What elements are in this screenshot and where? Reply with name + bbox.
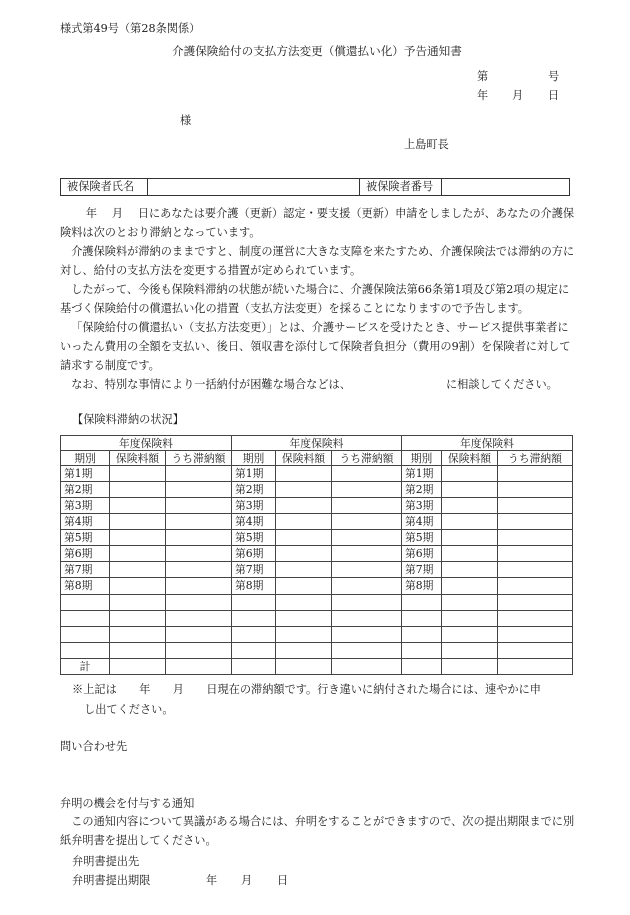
deadline-day: 日: [277, 874, 289, 887]
period-label: 第2期: [232, 482, 276, 498]
table-subheader-row: [61, 451, 573, 466]
fiscal-year-header: 年度保険料: [232, 436, 402, 451]
empty-cell: [276, 626, 332, 642]
period-label: 第5期: [61, 530, 110, 546]
period-label: 第4期: [232, 514, 276, 530]
explanation-heading: 弁明の機会を付与する通知: [60, 797, 195, 810]
submit-to-label: 弁明書提出先: [72, 855, 140, 868]
arrears-amount-cell: [166, 514, 232, 530]
fiscal-year-header: 年度保険料: [61, 436, 232, 451]
premium-amount-cell: [442, 498, 498, 514]
premium-col-header: 保険料額: [442, 451, 498, 466]
empty-cell: [498, 642, 573, 658]
premium-amount-cell: [276, 482, 332, 498]
empty-cell: [232, 626, 276, 642]
period-label: 第6期: [61, 546, 110, 562]
premium-amount-cell: [442, 578, 498, 594]
recipient-suffix: 様: [180, 114, 192, 127]
total-cell: [166, 658, 232, 674]
premium-amount-cell: [110, 514, 166, 530]
empty-cell: [276, 594, 332, 610]
table-row: [61, 482, 573, 498]
empty-cell: [232, 594, 276, 610]
form-number: 様式第49号（第28条関係）: [60, 22, 201, 35]
period-label: 第8期: [232, 578, 276, 594]
premium-col-header: 保険料額: [276, 451, 332, 466]
empty-cell: [166, 642, 232, 658]
date-day: 日: [548, 89, 560, 102]
table-row: [61, 642, 573, 658]
arrears-amount-cell: [498, 546, 573, 562]
deadline-month: 月: [241, 874, 253, 887]
premium-amount-cell: [110, 498, 166, 514]
insured-number-label: 被保険者番号: [360, 179, 442, 195]
table-row: [61, 562, 573, 578]
premium-amount-cell: [442, 562, 498, 578]
arrears-table: [60, 435, 573, 675]
table-row: [61, 626, 573, 642]
premium-amount-cell: [110, 546, 166, 562]
period-label: 第5期: [402, 530, 442, 546]
total-cell: [110, 658, 166, 674]
period-label: 第3期: [232, 498, 276, 514]
period-label: 第4期: [61, 514, 110, 530]
total-cell: [276, 658, 332, 674]
empty-cell: [276, 642, 332, 658]
period-label: 第6期: [402, 546, 442, 562]
total-cell: [498, 658, 573, 674]
empty-cell: [332, 626, 402, 642]
period-label: 第6期: [232, 546, 276, 562]
period-col-header: 期別: [61, 451, 110, 466]
empty-cell: [442, 610, 498, 626]
paragraph-effect: 介護保険料が滞納のままですと、制度の運営に大きな支障を来たすため、介護保険法では滞納の方に対し、給付の支払方法を変更する措置が定められています。: [60, 245, 575, 277]
period-label: 第2期: [61, 482, 110, 498]
period-label: 第7期: [61, 562, 110, 578]
explanation-text: この通知内容について異議がある場合には、弁明をすることができますので、次の提出期限までに別紙弁明書を提出してください。: [60, 815, 575, 847]
table-row: [61, 546, 573, 562]
empty-cell: [232, 610, 276, 626]
empty-cell: [498, 626, 573, 642]
premium-amount-cell: [276, 514, 332, 530]
premium-amount-cell: [442, 466, 498, 482]
date-month: 月: [512, 89, 524, 102]
premium-amount-cell: [110, 578, 166, 594]
empty-cell: [232, 642, 276, 658]
total-cell: [402, 658, 442, 674]
empty-cell: [110, 626, 166, 642]
period-label: 第1期: [61, 466, 110, 482]
premium-amount-cell: [442, 482, 498, 498]
empty-cell: [332, 610, 402, 626]
arrears-amount-cell: [166, 546, 232, 562]
arrears-amount-cell: [166, 530, 232, 546]
premium-amount-cell: [276, 530, 332, 546]
empty-cell: [498, 610, 573, 626]
arrears-col-header: うち滞納額: [166, 451, 232, 466]
insured-name-label: 被保険者氏名: [61, 179, 148, 195]
premium-amount-cell: [110, 562, 166, 578]
arrears-col-header: うち滞納額: [498, 451, 573, 466]
empty-cell: [166, 594, 232, 610]
paragraph-warning: したがって、今後も保険料滞納の状態が続いた場合に、介護保険法第66条第1項及び第2項の規定に基づく保険給付の償還払い化の措置（支払方法変更）を採ることになりますので予告します。: [60, 283, 570, 315]
paragraph-consult: なお、特別な事情により一括納付が困難な場合などは、 に相談してください。: [71, 378, 558, 391]
period-label: 第3期: [61, 498, 110, 514]
note-line-1: ※上記は 年 月 日現在の滞納額です。行き違いに納付された場合には、速やかに申: [72, 683, 541, 696]
paragraph-definition: 「保険給付の償還払い（支払方法変更）」とは、介護サービスを受けたとき、サービス提供事業者にいったん費用の全額を支払い、後日、領収書を添付して保険者負担分（費用の9割）を保険者に対して請求する制度です。: [60, 321, 571, 372]
arrears-amount-cell: [498, 466, 573, 482]
premium-amount-cell: [276, 546, 332, 562]
period-label: 第7期: [232, 562, 276, 578]
empty-cell: [498, 594, 573, 610]
premium-amount-cell: [276, 466, 332, 482]
notice-body: [60, 204, 575, 394]
arrears-amount-cell: [498, 482, 573, 498]
empty-cell: [442, 642, 498, 658]
total-cell: [232, 658, 276, 674]
doc-number-suffix: 号: [548, 70, 560, 83]
table-row: [61, 610, 573, 626]
arrears-col-header: うち滞納額: [332, 451, 402, 466]
empty-cell: [61, 594, 110, 610]
doc-number-prefix: 第: [477, 70, 489, 83]
insured-info-table: [60, 178, 570, 196]
table-header-row: [61, 436, 573, 451]
arrears-amount-cell: [332, 498, 402, 514]
table-row: [61, 594, 573, 610]
empty-cell: [276, 610, 332, 626]
empty-cell: [332, 594, 402, 610]
empty-cell: [61, 626, 110, 642]
issuer: 上島町長: [404, 138, 449, 151]
empty-cell: [442, 626, 498, 642]
period-label: 第8期: [61, 578, 110, 594]
empty-cell: [110, 642, 166, 658]
arrears-heading: 【保険料滞納の状況】: [72, 413, 184, 426]
period-col-header: 期別: [402, 451, 442, 466]
insured-name-field[interactable]: [148, 179, 360, 195]
premium-amount-cell: [276, 498, 332, 514]
period-label: 第4期: [402, 514, 442, 530]
premium-amount-cell: [442, 514, 498, 530]
arrears-amount-cell: [332, 562, 402, 578]
total-row: [61, 658, 573, 674]
arrears-amount-cell: [166, 466, 232, 482]
period-label: 第1期: [402, 466, 442, 482]
premium-amount-cell: [442, 546, 498, 562]
period-label: 第1期: [232, 466, 276, 482]
empty-cell: [402, 626, 442, 642]
empty-cell: [332, 642, 402, 658]
date-year: 年: [477, 89, 489, 102]
empty-cell: [110, 610, 166, 626]
arrears-amount-cell: [332, 578, 402, 594]
period-label: 第3期: [402, 498, 442, 514]
period-label: 第7期: [402, 562, 442, 578]
empty-cell: [402, 594, 442, 610]
premium-amount-cell: [110, 530, 166, 546]
deadline-label: 弁明書提出期限: [72, 874, 151, 887]
empty-cell: [110, 594, 166, 610]
premium-amount-cell: [110, 466, 166, 482]
arrears-amount-cell: [166, 562, 232, 578]
premium-amount-cell: [442, 530, 498, 546]
arrears-amount-cell: [166, 482, 232, 498]
deadline-year: 年: [206, 874, 218, 887]
empty-cell: [402, 642, 442, 658]
empty-cell: [61, 642, 110, 658]
premium-amount-cell: [110, 482, 166, 498]
arrears-amount-cell: [332, 466, 402, 482]
explanation-body: [60, 812, 575, 850]
table-row: [61, 578, 573, 594]
arrears-amount-cell: [332, 482, 402, 498]
empty-cell: [61, 610, 110, 626]
table-row: [61, 514, 573, 530]
arrears-amount-cell: [332, 514, 402, 530]
period-label: 第2期: [402, 482, 442, 498]
total-cell: [332, 658, 402, 674]
total-label: 計: [61, 658, 110, 674]
arrears-amount-cell: [166, 578, 232, 594]
fiscal-year-header: 年度保険料: [402, 436, 573, 451]
paragraph-arrears: 年 月 日にあなたは要介護（更新）認定・要支援（更新）申請をしましたが、あなたの介護保険料は次のとおり滞納となっています。: [60, 207, 575, 239]
arrears-amount-cell: [498, 514, 573, 530]
premium-amount-cell: [276, 562, 332, 578]
inquiry-label: 問い合わせ先: [60, 740, 128, 753]
table-row: [61, 466, 573, 482]
arrears-amount-cell: [498, 530, 573, 546]
total-cell: [442, 658, 498, 674]
empty-cell: [166, 626, 232, 642]
empty-cell: [402, 610, 442, 626]
table-row: [61, 530, 573, 546]
note-line-2: し出てください。: [84, 703, 174, 716]
period-col-header: 期別: [232, 451, 276, 466]
premium-col-header: 保険料額: [110, 451, 166, 466]
arrears-amount-cell: [166, 498, 232, 514]
period-label: 第5期: [232, 530, 276, 546]
document-title: 介護保険給付の支払方法変更（償還払い化）予告通知書: [172, 44, 462, 58]
premium-amount-cell: [276, 578, 332, 594]
empty-cell: [166, 610, 232, 626]
table-row: [61, 498, 573, 514]
arrears-amount-cell: [332, 546, 402, 562]
insured-number-field[interactable]: [442, 179, 569, 195]
arrears-amount-cell: [498, 578, 573, 594]
arrears-amount-cell: [498, 562, 573, 578]
period-label: 第8期: [402, 578, 442, 594]
empty-cell: [442, 594, 498, 610]
arrears-amount-cell: [332, 530, 402, 546]
arrears-amount-cell: [498, 498, 573, 514]
